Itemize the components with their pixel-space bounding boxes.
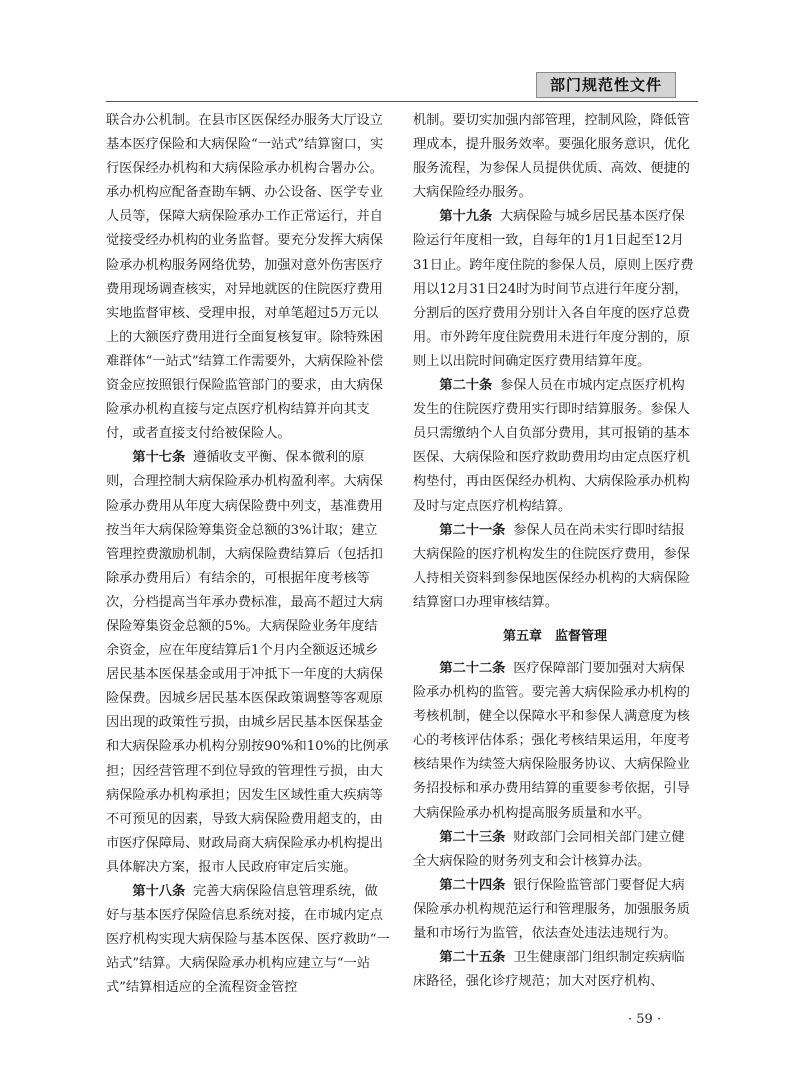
article-22: [413, 657, 697, 826]
article-20: [413, 374, 697, 519]
article-text: 大病保险与城乡居民基本医疗保险运行年度相一致，自每年的1月1日起至12月31日止。跨年度住院的参保人员，原则上医疗费用以12月31日24时为时间节点进行年度分割，分割后的医疗费用分别计入各自年度的医疗总费用。市外跨年度住院费用未进行年度分割的，原则上以出院时间确定医疗费用结算年度。: [413, 209, 694, 369]
article-title: 第十七条: [132, 450, 186, 466]
section-header-label: 部门规范性文件: [549, 76, 662, 94]
paragraph: 机制。要切实加强内部管理，控制风险，降低管理成本，提升服务效率。要强化服务意识，优化服务流程，为参保人员提供优质、高效、便捷的大病保险经办服务。: [413, 113, 690, 201]
article-23: [413, 826, 697, 874]
article-18: [106, 880, 390, 1000]
article-title: 第二十五条: [439, 950, 506, 966]
paragraph: 联合办公机制。在县市区医保经办服务大厅设立基本医疗保险和大病保险“一站式”结算窗口，实行医保经办机构和大病保险承办机构合署办公。承办机构应配备查勘车辆、办公设备、医学专业人员等，保障大病保险承办工作正常运行，并自觉接受经办机构的业务监督。要充分发挥大病保险承办机构服务网络优势，加强对意外伤害医疗费用现场调查核实，对异地就医的住院医疗费用实地监督审核、受理申报，对单笔超过5万元以上的大额医疗费用进行全面复核复审。除特殊困难群体“一站式”结算工作需要外，大病保险补偿资金应按照银行保险监管部门的要求，由大病保险承办机构直接与定点医疗机构结算并向其支付，或者直接支付给被保险人。: [106, 113, 384, 442]
article-title: 第二十三条: [439, 829, 506, 845]
header-divider: [106, 101, 698, 102]
article-25: [413, 946, 697, 994]
article-text: 医疗保障部门要加强对大病保险承办机构的监管。要完善大病保险承办机构的考核机制，健全以保障水平和参保人满意度为核心的考核评估体系；强化考核结果运用，年度考核结果作为续签大病保险服务协议、大病保险业务招投标和承办费用结算的重要参考依据，引导大病保险承办机构提高服务质量和水平。: [413, 660, 690, 821]
article-19: [413, 205, 697, 374]
article-title: 第二十四条: [439, 877, 506, 893]
article-text: 参保人员在尚未实行即时结报大病保险的医疗机构发生的住院医疗费用，参保人持相关资料到参保地医保经办机构的大病保险结算窗口办理审核结算。: [413, 522, 690, 610]
article-24: [413, 874, 697, 946]
article-text: 财政部门会同相关部门建立健全大病保险的财务列支和会计核算办法。: [413, 829, 685, 869]
article-title: 第十八条: [132, 884, 186, 899]
article-17: [106, 446, 390, 880]
article-text: 遵循收支平衡、保本微利的原则，合理控制大病保险承办机构盈利率。大病保险承办费用从年度大病保险费中列支，基准费用按当年大病保险筹集资金总额的3%计取；建立管理控费激励机制，大病保险费结算后（包括扣除承办费用后）有结余的，可根据年度考核等次，分档提高当年承办费标准，最高不超过大病保险筹集资金总额的5%。大病保险业务年度结余资金，应在年度结算后1个月内全额返还城乡居民基本医保基金或用于冲抵下一年度的大病保险保费。因城乡居民基本医保政策调整等客观原因出现的政策性亏损，由城乡居民基本医保基金和大病保险承办机构分别按90%和10%的比例承担；因经营管理不到位导致的管理性亏损，由大病保险承办机构承担；因发生区域性重大疾病等不可预见的因素，导致大病保险费用超支的，由市医疗保障局、财政局商大病保险承办机构提出具体解决方案，报市人民政府审定后实施。: [106, 450, 389, 875]
article-text: 参保人员在市城内定点医疗机构发生的住院医疗费用实行即时结算服务。参保人员只需缴纳个人自负部分费用，其可报销的基本医保、大病保险和医疗救助费用均由定点医疗机构垫付，再由医保经办机构、大病保险承办机构及时与定点医疗机构结算。: [413, 378, 690, 514]
article-text: 卫生健康部门组织制定疾病临床路径，强化诊疗规范；加大对医疗机构、: [413, 950, 685, 990]
article-title: 第二十一条: [439, 522, 506, 538]
left-column: [106, 109, 390, 1000]
chapter-heading: 第五章 监督管理: [502, 628, 607, 644]
page-number: · 59 ·: [628, 1012, 662, 1027]
article-text: 银行保险监管部门要督促大病保险承办机构规范运行和管理服务，加强服务质量和市场行为监管，依法查处违法违规行为。: [413, 877, 690, 941]
article-title: 第二十二条: [439, 660, 506, 676]
article-title: 第十九条: [439, 209, 493, 225]
section-header-band: [536, 72, 676, 98]
article-text: 完善大病保险信息管理系统，做好与基本医疗保险信息系统对接，在市城内定点医疗机构实现大病保险与基本医保、医疗救助“一站式”结算。大病保险承办机构应建立与“一站式”结算相适应的全流程资金管控: [106, 884, 390, 996]
article-title: 第二十条: [439, 378, 493, 394]
right-column: [413, 109, 697, 994]
article-21: [413, 519, 697, 615]
